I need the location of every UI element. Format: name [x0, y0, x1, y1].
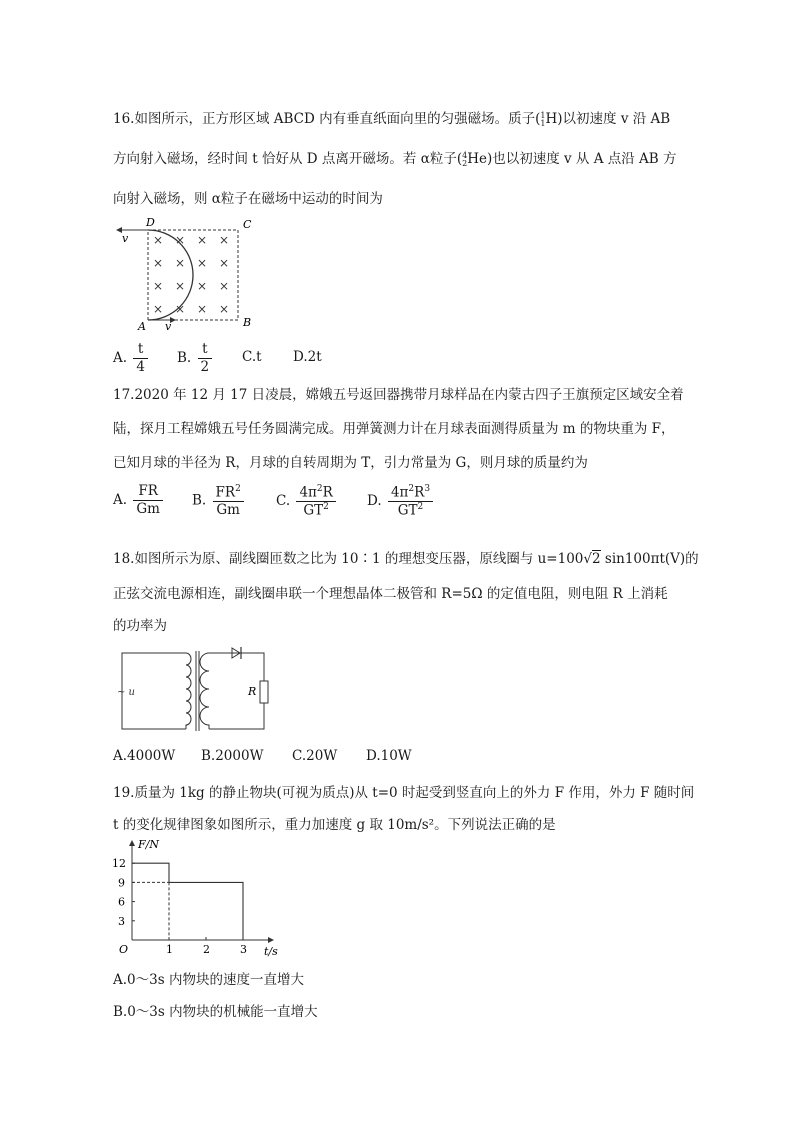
force-series-line	[132, 863, 243, 940]
q17-option-a: A. $\frac{FR}{Gm}$	[113, 484, 165, 517]
field-cross: ×	[153, 233, 164, 247]
fraction: $\frac{4\pi^2R}{GT^2}$	[296, 484, 335, 519]
q17-option-c: C. $\frac{4\pi^2R}{GT^2}$	[276, 484, 338, 519]
y-tick-label: 6	[118, 895, 125, 909]
y-tick-label: 3	[118, 914, 125, 928]
q16-option-b: B. $\frac{t}{2}$	[177, 342, 214, 375]
q18-option-c: C.20W	[292, 748, 338, 764]
field-cross: ×	[175, 256, 186, 270]
field-cross: ×	[219, 279, 230, 293]
y-axis-label: F/N	[138, 838, 159, 851]
q16-option-a: A. $\frac{t}{4}$	[113, 342, 150, 375]
force-time-chart	[110, 836, 285, 958]
q17-line-3: 已知月球的半径为 R，月球的自转周期为 T，引力常量为 G，则月球的质量约为	[113, 455, 588, 471]
q19-option-b: B.0～3s 内物块的机械能一直增大	[113, 1004, 318, 1020]
q16-line-1: 16.如图所示，正方形区域 ABCD 内有垂直纸面向里的匀强磁场。质子(1 1H)以初速度 v 沿 AB	[113, 110, 671, 128]
field-cross: ×	[197, 279, 208, 293]
label-R: R	[248, 685, 257, 698]
q18-line-1: 18.如图所示为原、副线圈匝数之比为 10∶1 的理想变压器，原线圈与 u=100√2 sin100πt(V)的	[113, 551, 699, 567]
x-tick-label: 1	[166, 943, 173, 956]
fraction: $\frac{4\pi^2R^3}{GT^2}$	[388, 484, 433, 519]
q17-option-d: D. $\frac{4\pi^2R^3}{GT^2}$	[367, 484, 435, 519]
q19-line-2: t 的变化规律图象如图所示，重力加速度 g 取 10m/s²。下列说法正确的是	[113, 817, 556, 833]
field-cross: ×	[219, 256, 230, 270]
q19-option-a: A.0～3s 内物块的速度一直增大	[113, 972, 304, 988]
label-C: C	[243, 218, 252, 231]
q17-option-b: B. $\frac{FR^2}{Gm}$	[192, 484, 246, 518]
field-cross: ×	[175, 233, 186, 247]
label-D: D	[146, 216, 155, 229]
x-tick-label: 2	[203, 943, 210, 956]
field-cross: ×	[219, 302, 230, 316]
fraction: $\frac{t}{4}$	[133, 342, 148, 375]
label-v-top: v	[122, 232, 129, 245]
magnetic-field-figure	[112, 216, 262, 334]
q17-line-1: 17.2020 年 12 月 17 日凌晨，嫦娥五号返回器携带月球样品在内蒙古四子王旗预定区域安全着	[113, 387, 684, 403]
origin-label: O	[119, 943, 129, 956]
field-cross: ×	[197, 302, 208, 316]
fraction: $\frac{FR}{Gm}$	[133, 484, 163, 517]
q18-option-a: A.4000W	[113, 748, 176, 764]
field-cross: ×	[219, 233, 230, 247]
x-tick-label: 3	[240, 943, 247, 956]
field-cross: ×	[153, 302, 164, 316]
label-B: B	[243, 316, 252, 329]
q18-line-2: 正弦交流电源相连，副线圈串联一个理想晶体二极管和 R=5Ω 的定值电阻，则电阻 R 上消耗	[113, 586, 668, 602]
x-axis-label: t/s	[264, 945, 278, 958]
y-tick-label: 9	[118, 876, 125, 890]
nuclide-notation: 4 2	[462, 150, 468, 168]
q16-line-2: 方向射入磁场，经时间 t 恰好从 D 点离开磁场。若 α粒子(4 2He)也以初速度 v 从 A 点沿 AB 方	[113, 150, 677, 168]
y-axis-arrow	[129, 840, 135, 846]
label-A: A	[138, 320, 146, 333]
field-cross: ×	[175, 279, 186, 293]
fraction: $\frac{t}{2}$	[198, 342, 213, 375]
field-cross: ×	[175, 302, 186, 316]
nuclide-notation: 1 1	[540, 110, 546, 128]
y-tick-label: 12	[112, 857, 126, 871]
q18-line-3: 的功率为	[113, 618, 167, 634]
field-cross: ×	[197, 233, 208, 247]
q18-option-b: B.2000W	[201, 748, 264, 764]
field-cross: ×	[197, 256, 208, 270]
q18-option-d: D.10W	[366, 748, 412, 764]
q16-option-d: D.2t	[293, 349, 322, 365]
fraction: $\frac{FR^2}{Gm}$	[213, 484, 244, 518]
q16-option-c: C.t	[242, 349, 262, 365]
ac-source-label: ~ u	[117, 687, 135, 698]
q17-line-2: 陆，探月工程嫦娥五号任务圆满完成。用弹簧测力计在月球表面测得质量为 m 的物块重为 F，	[113, 421, 675, 437]
sqrt-sign: √	[583, 551, 592, 567]
q19-line-1: 19.质量为 1kg 的静止物块(可视为质点)从 t=0 时起受到竖直向上的外力 F 作用，外力 F 随时间	[113, 785, 695, 801]
x-axis-arrow	[268, 937, 274, 943]
label-v-bottom: v	[165, 320, 172, 333]
resistor-symbol	[260, 681, 268, 703]
transformer-circuit-figure	[114, 643, 274, 735]
field-cross: ×	[153, 256, 164, 270]
field-cross: ×	[153, 279, 164, 293]
q16-line-3: 向射入磁场，则 α粒子在磁场中运动的时间为	[113, 191, 383, 207]
